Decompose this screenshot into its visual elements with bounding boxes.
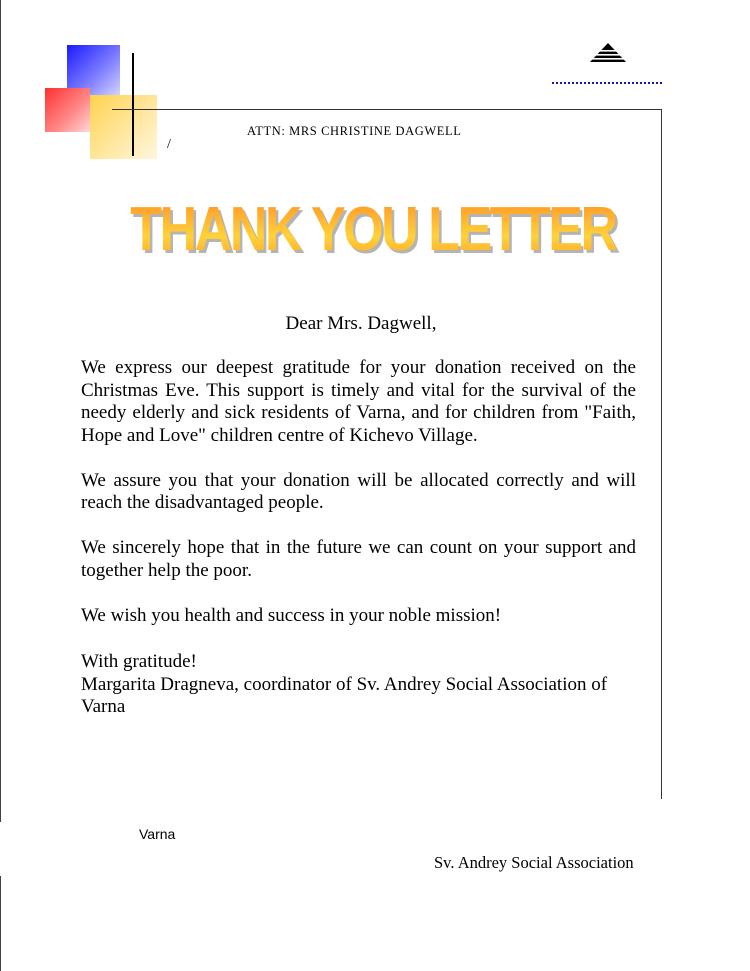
footer-city: Varna	[139, 826, 176, 842]
letter-paragraph: We assure you that your donation will be allocated correctly and will reach the disadvantaged people.	[81, 469, 636, 513]
header-slash: /	[167, 137, 171, 152]
letter-paragraph: We wish you health and success in your noble mission!	[81, 604, 502, 626]
left-border-line-lower	[0, 876, 1, 971]
letter-paragraph: We sincerely hope that in the future we can count on your support and together help the poor.	[81, 537, 636, 581]
letter-closing-block	[81, 651, 641, 719]
letter-signature: Margarita Dragneva, coordinator of Sv. Andrey Social Association of Varna	[81, 673, 608, 717]
letter-title: THANK YOU LETTER	[58, 194, 688, 265]
frame-top-line	[112, 109, 662, 110]
letter-greeting: Dear Mrs. Dagwell,	[285, 313, 437, 334]
letter-closing: With gratitude!	[81, 651, 197, 672]
left-border-line	[0, 0, 1, 822]
footer-organization: Sv. Andrey Social Association	[434, 853, 634, 872]
letter-body	[81, 357, 636, 650]
letter-paragraph: We express our deepest gratitude for your donation received on the Christmas Eve. This support is timely and vital for the survival of the needy elderly and sick residents of Varna, and for children from "Faith, Hope and Love" children centre of Kichevo Village.	[81, 357, 636, 446]
attention-line: ATTN: MRS CHRISTINE DAGWELL	[247, 124, 462, 138]
decorative-red-square	[45, 88, 90, 132]
stepped-triangle-logo-icon	[588, 42, 628, 64]
header-dotted-line	[552, 82, 662, 84]
decorative-vertical-line	[132, 53, 134, 156]
decorative-yellow-square	[90, 95, 157, 159]
